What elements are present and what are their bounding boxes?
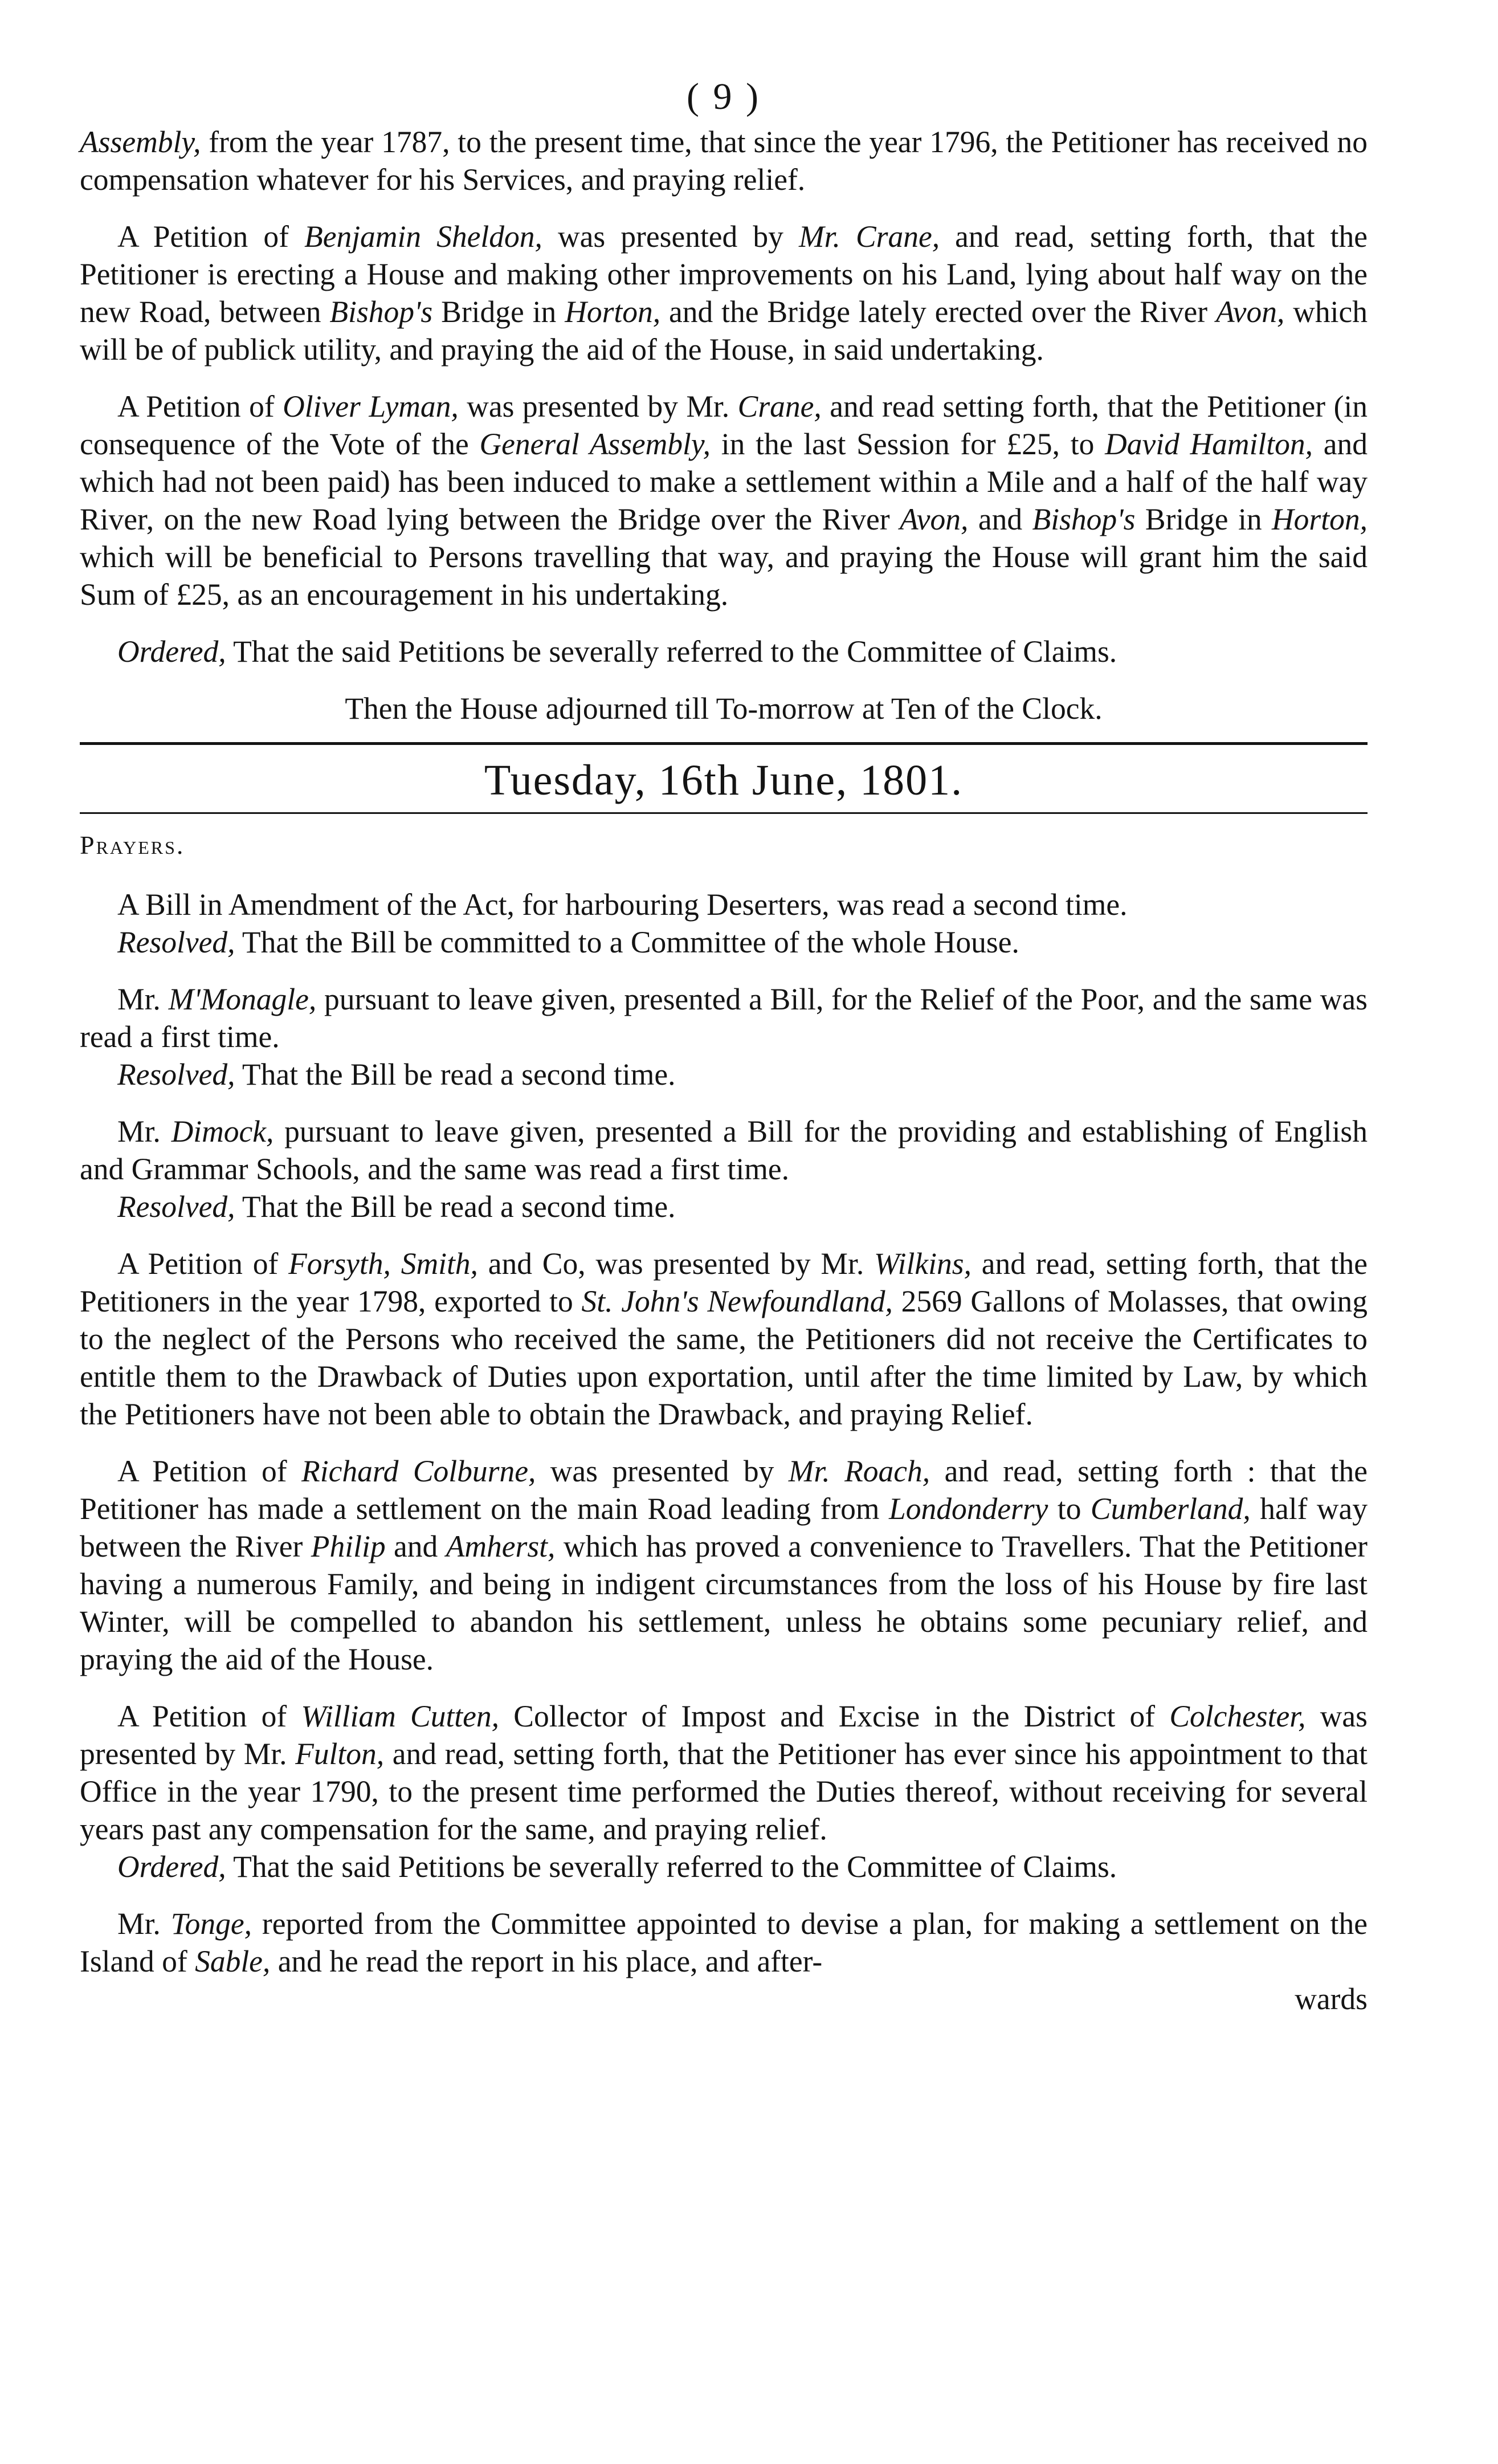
ordered-line <box>80 1848 1368 1885</box>
italic-text: Resolved, <box>117 925 235 959</box>
paragraph-forsyth-petition <box>80 1245 1368 1433</box>
paragraph-text: 2569 Gallons of Molasses, that owing to the neglect of the Persons who received the same, the Petitioners did not receive the Certificates to entitle them to the Drawback of Duties upon exportation, until after the time limited by Law, by which the Petitioners have not been able to obtain the Drawback, and praying Relief. <box>80 1284 1368 1431</box>
italic-name: St. John's Newfoundland, <box>581 1284 893 1318</box>
paragraph-text: and Co, was presented by Mr. <box>477 1247 875 1281</box>
italic-name: Avon, <box>1215 295 1285 329</box>
paragraph-text: in the last Session for £25, to <box>711 427 1105 461</box>
paragraph-text: That the Bill be read a second time. <box>235 1190 676 1224</box>
paragraph-text: and which had not been paid) has been induced to make a settlement within a Mile and a half of the half way River, on the new Road lying between the Bridge over the River <box>80 427 1368 536</box>
paragraph-ordered <box>80 633 1368 670</box>
italic-text: Resolved, <box>117 1057 235 1092</box>
date-heading: Tuesday, 16th June, 1801. <box>484 756 964 804</box>
paragraph-sheldon-petition <box>80 218 1368 368</box>
italic-name: Sable, <box>195 1944 271 1978</box>
italic-name: William Cutten, <box>301 1699 500 1733</box>
paragraph-text: which will be beneficial to Persons travelling that way, and praying the House will grant him the said Sum of £25, as an encouragement in his undertaking. <box>80 540 1368 612</box>
paragraph-text: That the Bill be committed to a Committee of the whole House. <box>235 925 1019 959</box>
italic-text: Assembly, <box>80 125 201 159</box>
paragraph-text: A Petition of <box>117 1247 289 1281</box>
italic-text: Resolved, <box>117 1190 235 1224</box>
italic-name: General Assembly, <box>479 427 711 461</box>
section-rule <box>80 742 1368 745</box>
paragraph-text: to <box>1048 1492 1091 1526</box>
paragraph-text: Mr. <box>117 1907 171 1941</box>
paragraph-text: Mr. <box>117 982 169 1016</box>
heading-rule <box>80 812 1368 814</box>
italic-name: Benjamin Sheldon, <box>304 219 542 254</box>
paragraph-text: from the year 1787, to the present time, that since the year 1796, the Petitioner has received no compensation whatever for his Services, and praying relief. <box>80 125 1368 197</box>
paragraph-text: reported from the Committee appointed to devise a plan, for making a settlement on the Island of <box>80 1907 1368 1978</box>
paragraph-text: and read, setting forth, that the Petitioner is erecting a House and making other improvements on his Land, lying about half way on the new Road, between <box>80 219 1368 329</box>
italic-name: Wilkins, <box>874 1247 972 1281</box>
paragraph-text: pursuant to leave given, presented a Bill, for the Relief of the Poor, and the same was read a first time. <box>80 982 1368 1054</box>
paragraph-continuation <box>80 123 1368 198</box>
prayers-label: Prayers. <box>80 830 185 860</box>
paragraph-text: and he read the report in his place, and after- <box>270 1944 823 1978</box>
paragraph-text: and read, setting forth, that the Petitioner has ever since his appointment to that Office in the year 1790, to the present time performed the Duties thereof, without receiving for several years past any compensation for the same, and praying relief. <box>80 1737 1368 1846</box>
paragraph-text: That the Bill be read a second time. <box>235 1057 676 1092</box>
paragraph-text: Bridge in <box>432 295 565 329</box>
paragraph-schools-bill <box>80 1113 1368 1225</box>
paragraph-cutten-petition <box>80 1697 1368 1885</box>
paragraph-colburne-petition <box>80 1452 1368 1678</box>
paragraph-text: Mr. <box>117 1114 172 1148</box>
italic-name: Dimock, <box>171 1114 274 1148</box>
italic-name: Bishop's <box>329 295 433 329</box>
italic-name: Tonge, <box>170 1907 252 1941</box>
paragraph-text: and the Bridge lately erected over the River <box>660 295 1216 329</box>
italic-name: Cumberland, <box>1090 1492 1251 1526</box>
adjournment-line: Then the House adjourned till To-morrow at Ten of the Clock. <box>345 691 1103 726</box>
paragraph-lyman-petition <box>80 388 1368 613</box>
italic-name: Amherst, <box>446 1529 556 1563</box>
paragraph-text: pursuant to leave given, presented a Bill for the providing and establishing of English and Grammar Schools, and the same was read a first time. <box>80 1114 1368 1186</box>
paragraph-text: was presented by <box>536 1454 789 1488</box>
paragraph-text: was presented by <box>542 219 799 254</box>
italic-name: David Hamilton, <box>1105 427 1313 461</box>
resolved-line <box>80 1188 1368 1225</box>
journal-page <box>80 74 1368 2018</box>
paragraph-text: A Petition of <box>117 1454 302 1488</box>
resolved-line <box>80 1056 1368 1093</box>
paragraph-text: which will be of publick utility, and praying the aid of the House, in said undertaking. <box>80 295 1368 366</box>
paragraph-text: was presented by Mr. <box>458 389 738 423</box>
italic-name: Bishop's <box>1032 502 1136 536</box>
paragraph-text: A Bill in Amendment of the Act, for harbouring Deserters, was read a second time. <box>117 887 1128 922</box>
italic-text: Ordered, <box>117 1850 226 1884</box>
italic-name: Oliver Lyman, <box>283 389 459 423</box>
paragraph-text: half way between the River <box>80 1492 1368 1563</box>
paragraph-text: and read, setting forth : that the Petitioner has made a settlement on the main Road leading from <box>80 1454 1368 1526</box>
paragraph-text: A Petition of <box>117 219 305 254</box>
italic-name: Crane, <box>737 389 822 423</box>
italic-name: Richard Colburne, <box>301 1454 536 1488</box>
paragraph-text: and <box>385 1529 446 1563</box>
italic-name: Mr. Roach, <box>788 1454 930 1488</box>
paragraph-text: A Petition of <box>117 1699 301 1733</box>
paragraph-text: and read setting forth, that the Petitioner (in consequence of the Vote of the <box>80 389 1368 461</box>
paragraph-text: which has proved a convenience to Travellers. That the Petitioner having a numerous Family, and being in indigent circumstances from the loss of his House by fire last Winter, will be compelled to abandon his settlement, unless he obtains some pecuniary relief, and praying the aid of the House. <box>80 1529 1368 1676</box>
paragraph-text: and <box>968 502 1032 536</box>
resolved-line <box>80 923 1368 961</box>
italic-name: Avon, <box>900 502 969 536</box>
italic-name: Colchester, <box>1169 1699 1306 1733</box>
catchword: wards <box>1295 1982 1368 2016</box>
paragraph-poor-relief-bill <box>80 980 1368 1093</box>
italic-name: Philip <box>311 1529 386 1563</box>
italic-name: Mr. Crane, <box>799 219 940 254</box>
paragraph-text: was presented by Mr. <box>80 1699 1368 1771</box>
paragraph-tonge-report <box>80 1905 1368 1980</box>
paragraph-text: That the said Petitions be severally referred to the Committee of Claims. <box>226 634 1117 669</box>
page-number: ( 9 ) <box>687 76 761 117</box>
italic-name: Forsyth, Smith, <box>288 1247 478 1281</box>
italic-name: Horton, <box>565 295 661 329</box>
italic-name: M'Monagle, <box>168 982 317 1016</box>
paragraph-text: A Petition of <box>117 389 283 423</box>
paragraph-text: Bridge in <box>1135 502 1272 536</box>
paragraph-deserters-bill <box>80 886 1368 961</box>
paragraph-text: Collector of Impost and Excise in the District of <box>499 1699 1170 1733</box>
paragraph-text: That the said Petitions be severally referred to the Committee of Claims. <box>226 1850 1117 1884</box>
paragraph-text: and read, setting forth, that the Petitioners in the year 1798, exported to <box>80 1247 1368 1318</box>
italic-text: Ordered, <box>117 634 226 669</box>
italic-name: Fulton, <box>295 1737 385 1771</box>
italic-name: Horton, <box>1272 502 1368 536</box>
italic-name: Londonderry <box>889 1492 1048 1526</box>
